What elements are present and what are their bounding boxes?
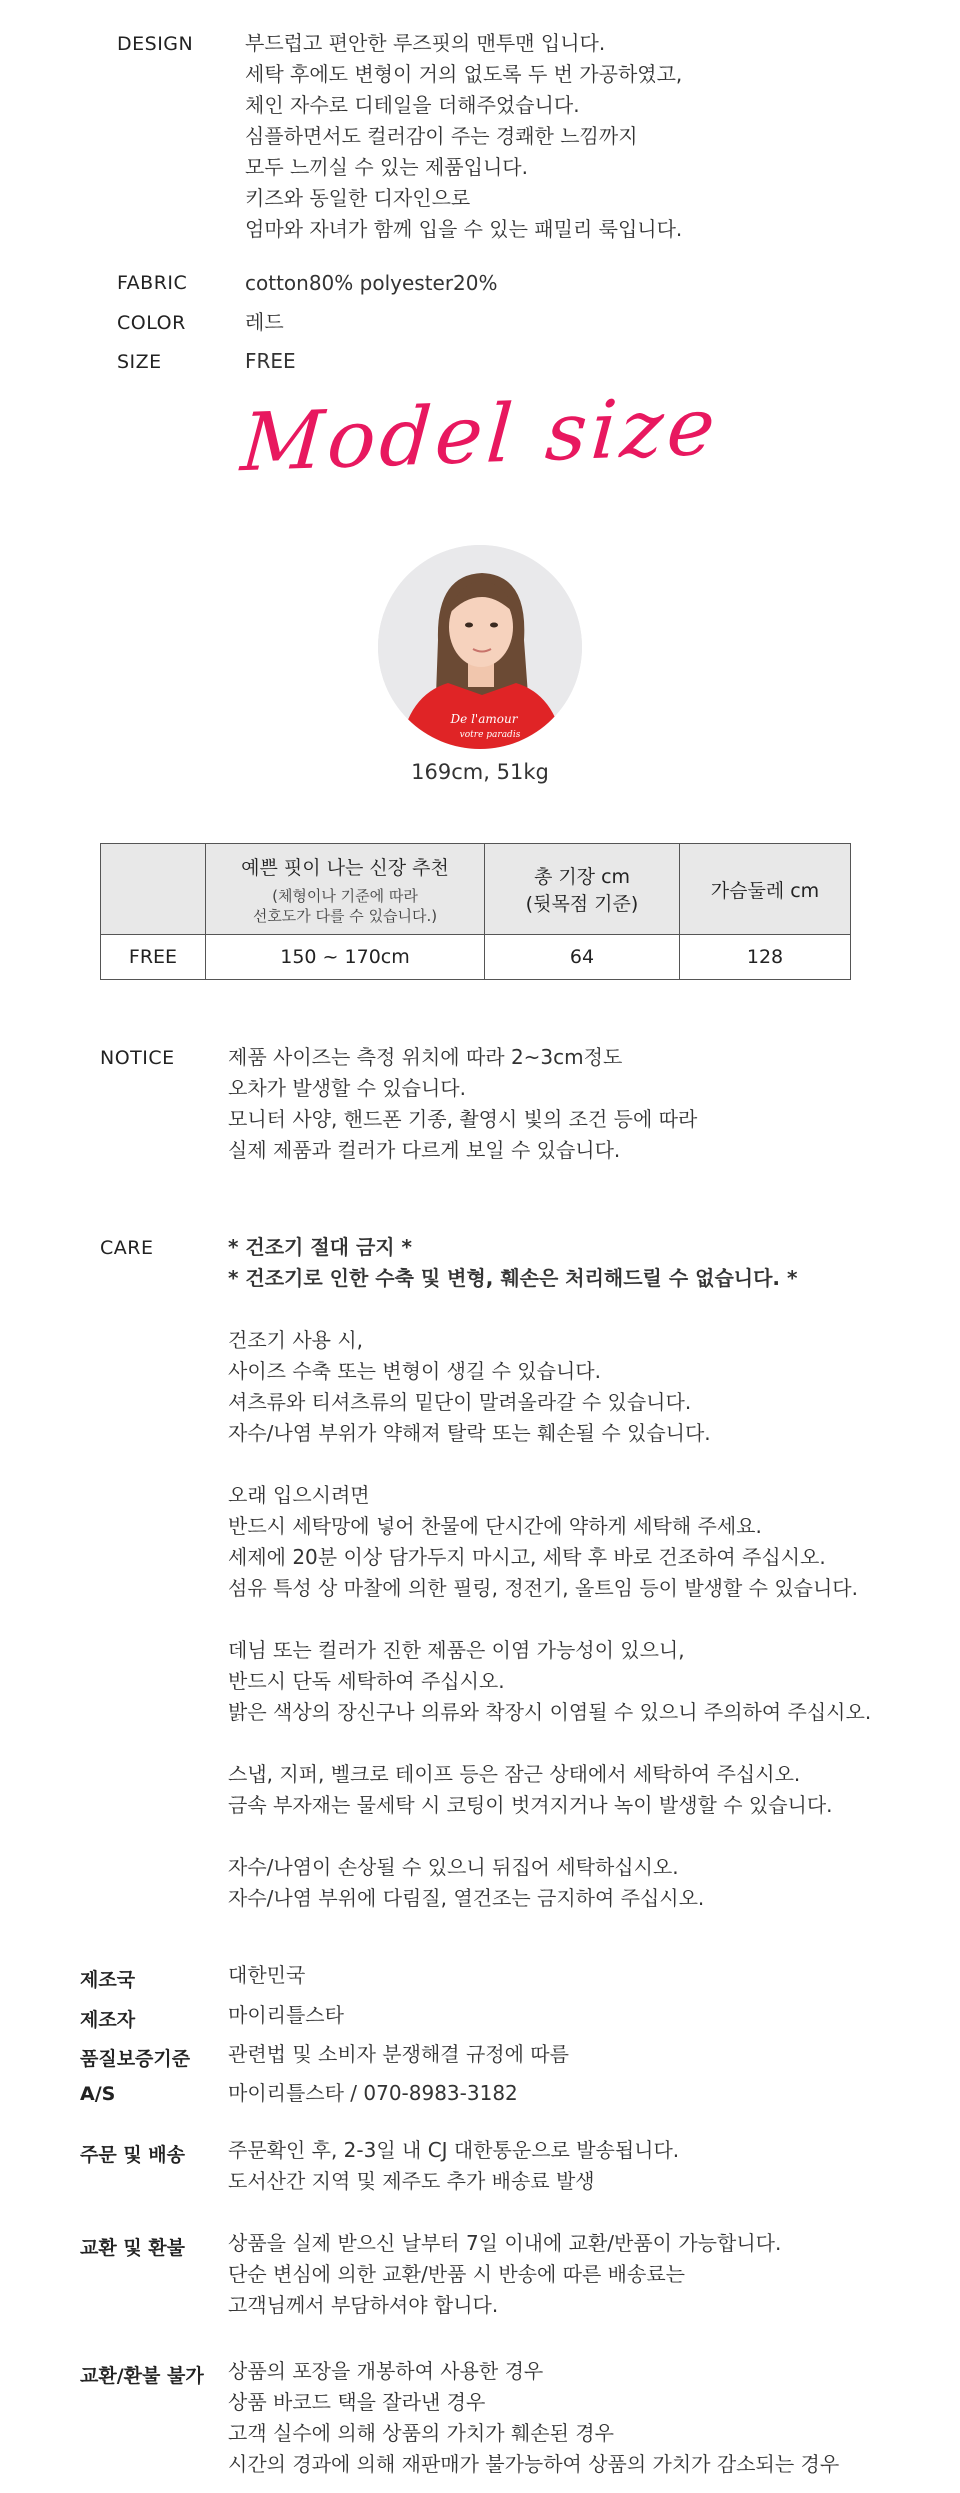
fabric-value: cotton80% polyester20%: [245, 271, 498, 295]
recommended-height-note-2: 선호도가 다를 수 있습니다.): [252, 906, 438, 925]
notice-line: 모니터 사양, 핸드폰 기종, 촬영시 빛의 조건 등에 따라: [228, 1107, 698, 1131]
notice-text: [228, 1042, 697, 1166]
exchange-line: 단순 변심에 의한 교환/반품 시 반송에 따른 배송료는: [228, 2262, 685, 2286]
recommended-height-title: 예쁜 핏이 나는 신장 추천: [241, 856, 449, 879]
design-line: 키즈와 동일한 디자인으로: [245, 186, 471, 210]
care-warning-2: * 건조기로 인한 수축 및 변형, 훼손은 처리해드릴 수 없습니다. *: [228, 1266, 798, 1290]
care-line: 밝은 색상의 장신구나 의류와 착장시 이염될 수 있으니 주의하여 주십시오.: [228, 1700, 872, 1724]
care-warning-1: * 건조기 절대 금지 *: [228, 1235, 413, 1259]
color-label: COLOR: [117, 312, 186, 334]
care-line: 반드시 단독 세탁하여 주십시오.: [228, 1669, 505, 1693]
care-line: 자수/나염이 손상될 수 있으니 뒤집어 세탁하십시오.: [228, 1855, 679, 1879]
notice-line: 오차가 발생할 수 있습니다.: [228, 1076, 466, 1100]
color-value: 레드: [245, 310, 284, 334]
exchange-label: 교환 및 환불: [80, 2237, 185, 2259]
care-line: 사이즈 수축 또는 변형이 생길 수 있습니다.: [228, 1359, 601, 1383]
recommended-height-note-1: (체형이나 기준에 따라: [272, 886, 418, 905]
shipping-line: 주문확인 후, 2-3일 내 CJ 대한통운으로 발송됩니다.: [228, 2138, 680, 2162]
care-line: 데님 또는 컬러가 진한 제품은 이염 가능성이 있으니,: [228, 1638, 685, 1662]
care-line: 반드시 세탁망에 넣어 찬물에 단시간에 약하게 세탁해 주세요.: [228, 1514, 762, 1538]
model-photo: [378, 545, 582, 749]
care-line: 자수/나염 부위에 다림질, 열건조는 금지하여 주십시오.: [228, 1886, 705, 1910]
no-exchange-line: 고객 실수에 의해 상품의 가치가 훼손된 경우: [228, 2421, 614, 2445]
model-caption: 169cm, 51kg: [411, 760, 549, 784]
design-line: 엄마와 자녀가 함께 입을 수 있는 패밀리 룩입니다.: [245, 217, 683, 241]
notice-label: NOTICE: [100, 1047, 175, 1069]
size-value: FREE: [245, 349, 296, 373]
design-line: 부드럽고 편안한 루즈핏의 맨투맨 입니다.: [245, 31, 606, 55]
care-label: CARE: [100, 1237, 154, 1259]
design-line: 심플하면서도 컬러감이 주는 경쾌한 느낌까지: [245, 124, 638, 148]
as-label: A/S: [80, 2083, 116, 2105]
design-line: 체인 자수로 디테일을 더해주었습니다.: [245, 93, 580, 117]
shirt-print-line-1: De l'amour: [450, 712, 518, 726]
care-line: 금속 부자재는 물세탁 시 코팅이 벗겨지거나 녹이 발생할 수 있습니다.: [228, 1793, 833, 1817]
table-row: [101, 935, 851, 980]
as-value: 마이리틀스타 / 070-8983-3182: [228, 2081, 518, 2105]
shirt-print-line-2: votre paradis: [459, 730, 521, 740]
length-cell: 64: [485, 935, 680, 980]
exchange-text: [228, 2228, 781, 2321]
size-label: SIZE: [117, 351, 162, 373]
origin-label: 제조국: [80, 1969, 136, 1991]
shipping-line: 도서산간 지역 및 제주도 추가 배송료 발생: [228, 2169, 595, 2193]
exchange-line: 상품을 실제 받으신 날부터 7일 이내에 교환/반품이 가능합니다.: [228, 2231, 782, 2255]
care-line: 스냅, 지퍼, 벨크로 테이프 등은 잠근 상태에서 세탁하여 주십시오.: [228, 1762, 801, 1786]
warranty-label: 품질보증기준: [80, 2048, 191, 2070]
size-table-header-blank: [101, 844, 206, 935]
maker-label: 제조자: [80, 2009, 136, 2031]
notice-line: 실제 제품과 컬러가 다르게 보일 수 있습니다.: [228, 1138, 621, 1162]
care-text: [228, 1232, 871, 1914]
care-line: 세제에 20분 이상 담가두지 마시고, 세탁 후 바로 건조하여 주십시오.: [228, 1545, 826, 1569]
maker-value: 마이리틀스타: [228, 2003, 344, 2027]
size-table-header-row: [101, 844, 851, 935]
length-sub: (뒷목점 기준): [525, 893, 639, 915]
notice-line: 제품 사이즈는 측정 위치에 따라 2~3cm정도: [228, 1045, 623, 1069]
length-title: 총 기장 cm: [533, 866, 631, 888]
care-line: 오래 입으시려면: [228, 1483, 370, 1507]
shipping-label: 주문 및 배송: [80, 2144, 185, 2166]
size-cell: FREE: [101, 935, 206, 980]
height-cell: 150 ~ 170cm: [206, 935, 485, 980]
warranty-value: 관련법 및 소비자 분쟁해결 규정에 따름: [228, 2042, 569, 2066]
size-table-header-recommended-height: [206, 844, 485, 935]
no-exchange-text: [228, 2356, 839, 2480]
design-line: 세탁 후에도 변형이 거의 없도록 두 번 가공하였고,: [245, 62, 683, 86]
size-table: [100, 843, 851, 980]
exchange-line: 고객님께서 부담하셔야 합니다.: [228, 2293, 499, 2317]
care-line: 건조기 사용 시,: [228, 1328, 363, 1352]
care-line: 셔츠류와 티셔츠류의 밑단이 말려올라갈 수 있습니다.: [228, 1390, 692, 1414]
shipping-text: [228, 2135, 679, 2197]
model-portrait-illustration: [378, 545, 582, 749]
size-table-header-chest: 가슴둘레 cm: [680, 844, 851, 935]
fabric-label: FABRIC: [117, 272, 188, 294]
no-exchange-line: 시간의 경과에 의해 재판매가 불가능하여 상품의 가치가 감소되는 경우: [228, 2452, 840, 2476]
care-line: 자수/나염 부위가 약해져 탈락 또는 훼손될 수 있습니다.: [228, 1421, 711, 1445]
design-description: [245, 28, 682, 245]
design-line: 모두 느끼실 수 있는 제품입니다.: [245, 155, 528, 179]
size-table-header-length: [485, 844, 680, 935]
no-exchange-line: 상품 바코드 택을 잘라낸 경우: [228, 2390, 486, 2414]
no-exchange-line: 상품의 포장을 개봉하여 사용한 경우: [228, 2359, 544, 2383]
design-label: DESIGN: [117, 33, 194, 55]
chest-cell: 128: [680, 935, 851, 980]
care-line: 섬유 특성 상 마찰에 의한 필링, 정전기, 올트임 등이 발생할 수 있습니다.: [228, 1576, 858, 1600]
no-exchange-label: 교환/환불 불가: [80, 2365, 204, 2387]
model-size-title: Model size: [238, 379, 722, 490]
origin-value: 대한민국: [228, 1963, 306, 1987]
